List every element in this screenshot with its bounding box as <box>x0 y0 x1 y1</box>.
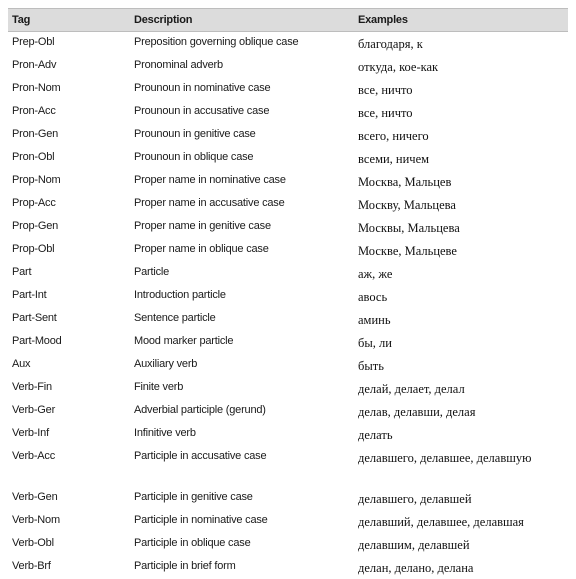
description-cell: Finite verb <box>130 377 354 400</box>
table-row <box>8 400 568 423</box>
examples-cell: аж, же <box>354 262 568 285</box>
tag-cell: Verb-Gen <box>8 487 130 510</box>
examples-cell: делавшего, делавшей <box>354 487 568 510</box>
tag-cell: Verb-Acc <box>8 446 130 487</box>
table-row <box>8 124 568 147</box>
description-cell: Proper name in genitive case <box>130 216 354 239</box>
examples-cell: делать <box>354 423 568 446</box>
examples-cell: делавший, делавшее, делавшая <box>354 510 568 533</box>
examples-cell: все, ничто <box>354 101 568 124</box>
description-cell: Prounoun in oblique case <box>130 147 354 170</box>
description-cell: Preposition governing oblique case <box>130 32 354 56</box>
examples-cell: бы, ли <box>354 331 568 354</box>
description-cell: Proper name in accusative case <box>130 193 354 216</box>
tagset-document <box>8 8 568 579</box>
examples-cell: всеми, ничем <box>354 147 568 170</box>
table-row <box>8 354 568 377</box>
tag-cell: Pron-Acc <box>8 101 130 124</box>
table-row <box>8 32 568 56</box>
tag-cell: Prop-Acc <box>8 193 130 216</box>
header-examples: Examples <box>354 9 568 32</box>
description-cell: Proper name in oblique case <box>130 239 354 262</box>
description-cell: Auxiliary verb <box>130 354 354 377</box>
tag-cell: Prop-Nom <box>8 170 130 193</box>
examples-cell: Москве, Мальцеве <box>354 239 568 262</box>
table-row <box>8 239 568 262</box>
table-row <box>8 487 568 510</box>
table-row <box>8 510 568 533</box>
description-cell: Mood marker particle <box>130 331 354 354</box>
examples-cell: делай, делает, делал <box>354 377 568 400</box>
tag-cell: Verb-Fin <box>8 377 130 400</box>
tag-cell: Part <box>8 262 130 285</box>
examples-cell: Москва, Мальцев <box>354 170 568 193</box>
tag-cell: Pron-Nom <box>8 78 130 101</box>
examples-cell: все, ничто <box>354 78 568 101</box>
tag-cell: Prop-Gen <box>8 216 130 239</box>
description-cell: Participle in oblique case <box>130 533 354 556</box>
description-cell: Participle in genitive case <box>130 487 354 510</box>
examples-cell: быть <box>354 354 568 377</box>
description-cell: Infinitive verb <box>130 423 354 446</box>
examples-cell: Москвы, Мальцева <box>354 216 568 239</box>
tag-cell: Verb-Ger <box>8 400 130 423</box>
description-cell: Adverbial participle (gerund) <box>130 400 354 423</box>
table-row <box>8 533 568 556</box>
examples-cell: делан, делано, делана <box>354 556 568 579</box>
examples-cell: аминь <box>354 308 568 331</box>
tag-cell: Pron-Adv <box>8 55 130 78</box>
table-row <box>8 556 568 579</box>
tag-cell: Part-Int <box>8 285 130 308</box>
table-row <box>8 216 568 239</box>
table-row <box>8 262 568 285</box>
examples-cell: благодаря, к <box>354 32 568 56</box>
examples-cell: авось <box>354 285 568 308</box>
table-row <box>8 170 568 193</box>
description-cell: Particle <box>130 262 354 285</box>
description-cell: Prounoun in nominative case <box>130 78 354 101</box>
examples-cell: делавшим, делавшей <box>354 533 568 556</box>
tag-cell: Prop-Obl <box>8 239 130 262</box>
examples-cell: Москву, Мальцева <box>354 193 568 216</box>
description-cell: Introduction particle <box>130 285 354 308</box>
header-tag: Tag <box>8 9 130 32</box>
table-row <box>8 78 568 101</box>
description-cell: Participle in brief form <box>130 556 354 579</box>
table-row <box>8 55 568 78</box>
tag-cell: Pron-Obl <box>8 147 130 170</box>
description-cell: Proper name in nominative case <box>130 170 354 193</box>
table-row <box>8 308 568 331</box>
examples-cell: откуда, кое-как <box>354 55 568 78</box>
table-row <box>8 101 568 124</box>
table-header <box>8 9 568 32</box>
tag-cell: Pron-Gen <box>8 124 130 147</box>
description-cell: Participle in accusative case <box>130 446 354 487</box>
tag-cell: Part-Sent <box>8 308 130 331</box>
header-row <box>8 9 568 32</box>
tag-cell: Verb-Brf <box>8 556 130 579</box>
description-cell: Prounoun in genitive case <box>130 124 354 147</box>
table-row <box>8 377 568 400</box>
tag-cell: Part-Mood <box>8 331 130 354</box>
description-cell: Pronominal adverb <box>130 55 354 78</box>
tag-cell: Aux <box>8 354 130 377</box>
description-cell: Sentence particle <box>130 308 354 331</box>
description-cell: Participle in nominative case <box>130 510 354 533</box>
tagset-table <box>8 8 568 579</box>
table-row <box>8 331 568 354</box>
tag-cell: Verb-Nom <box>8 510 130 533</box>
examples-cell: всего, ничего <box>354 124 568 147</box>
tag-cell: Prep-Obl <box>8 32 130 56</box>
table-row <box>8 193 568 216</box>
header-description: Description <box>130 9 354 32</box>
table-row <box>8 446 568 487</box>
examples-cell: делавшего, делавшее, делавшую <box>354 446 568 487</box>
table-row <box>8 147 568 170</box>
description-cell: Prounoun in accusative case <box>130 101 354 124</box>
examples-cell: делав, делавши, делая <box>354 400 568 423</box>
table-row <box>8 423 568 446</box>
tag-cell: Verb-Inf <box>8 423 130 446</box>
tag-cell: Verb-Obl <box>8 533 130 556</box>
table-row <box>8 285 568 308</box>
table-body <box>8 32 568 579</box>
